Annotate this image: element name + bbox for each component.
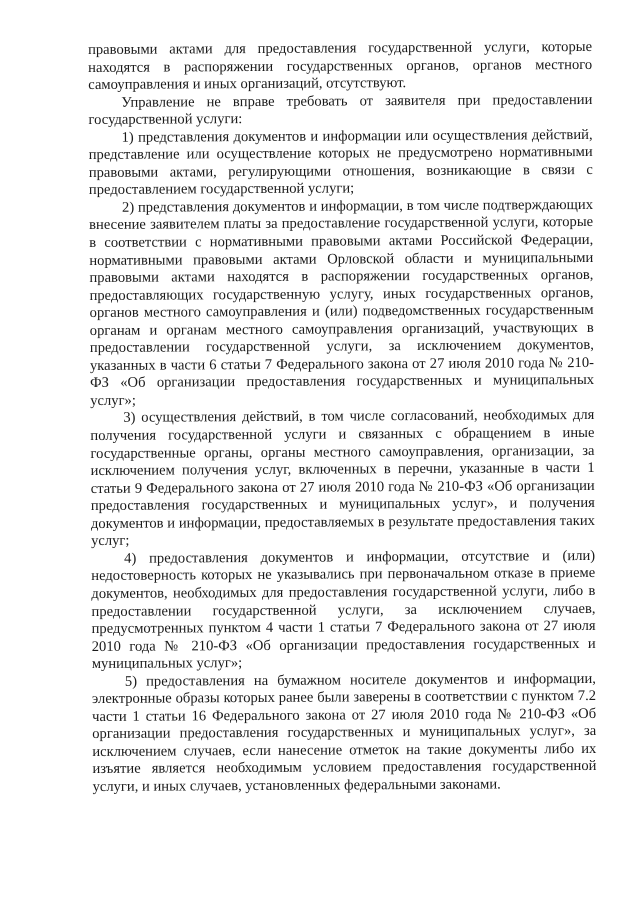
document-page: [88, 39, 597, 797]
list-item-3: 3) осуществления действий, в том числе согласований, необходимых для получения государственной услуги и связанных с обращением в иные государственные органы, органы местного самоуправления, организации, за исключением получения услуг, включенных в перечни, указанные в части 1 статьи 9 Федерального закона от 27 июля 2010 года № 210-ФЗ «Об организации предоставления государственных и муниципальных услуг», и получения документов и информации, предоставляемых в результате предоставления таких услуг;: [90, 407, 595, 550]
list-item-5: 5) предоставления на бумажном носителе документов и информации, электронные образы которых ранее были заверены в соответствии с пунктом 7.2 части 1 статьи 16 Федерального закона от 27 июля 2010 года № 210-ФЗ «Об организации предоставления государственных и муниципальных услуг», за исключением случаев, если нанесение отметок на такие документы либо их изъятие является необходимым условием предоставления государственной услуги, и иных случаев, установленных федеральными законами.: [91, 670, 597, 795]
list-item-1: 1) представления документов и информации или осуществления действий, представление или осуществление которых не предусмотрено нормативными правовыми актами, регулирующими отношения, возникающие в связи с предоставлением государственной услуги;: [88, 126, 593, 199]
list-item-2: 2) представления документов и информации, в том числе подтверждающих внесение заявителем платы за предоставление государственной услуги, которые в соответствии с нормативными правовыми актами Российской Федерации, нормативными правовыми актами Орловской области и муниципальными правовыми актами находятся в распоряжении государственных органов, предоставляющих государственную услугу, иных государственных органов, органов местного самоуправления и (или) подведомственных государственным органам и органам местного самоуправления организаций, участвующих в предоставлении государственной услуги, за исключением документов, указанных в части 6 статьи 7 Федерального закона от 27 июля 2010 года № 210-ФЗ «Об организации предоставления государственных и муниципальных услуг»;: [89, 196, 595, 409]
paragraph-continuation: правовыми актами для предоставления государственной услуги, которые находятся в распоряжении государственных органов, органов местного самоуправления и иных организаций, отсутствуют.: [88, 38, 593, 94]
list-item-4: 4) предоставления документов и информации, отсутствие и (или) недостоверность которых не указывались при первоначальном отказе в приеме документов, необходимых для предоставления государственной услуги, либо в предоставлении государственной услуги, за исключением случаев, предусмотренных пунктом 4 части 1 статьи 7 Федерального закона от 27 июля 2010 года № 210-ФЗ «Об организации предоставления государственных и муниципальных услуг»;: [91, 547, 596, 673]
paragraph-restrictions-intro: Управление не вправе требовать от заявителя при предоставлении государственной услуги:: [88, 91, 593, 129]
